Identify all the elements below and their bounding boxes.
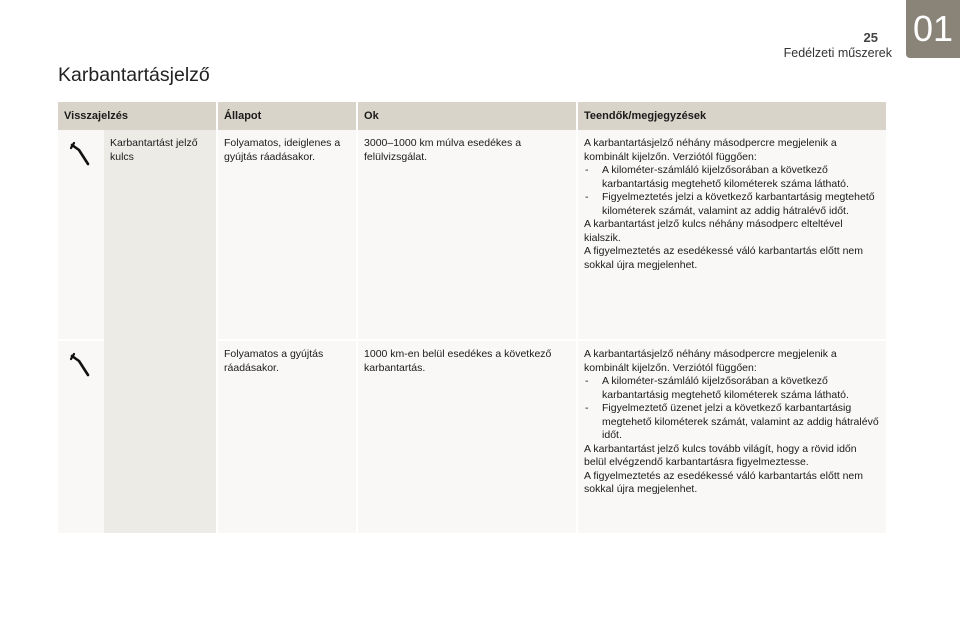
notes-cell	[576, 130, 886, 341]
notes-bullet-list	[584, 164, 880, 218]
indicator-icon-cell	[58, 130, 104, 341]
column-header-cause: Ok	[356, 102, 576, 130]
notes-outro: A figyelmeztetés az esedékessé váló karbantartás előtt nem sokkal újra megjelenhet.	[584, 469, 863, 495]
indicator-icon-cell	[58, 341, 104, 533]
cause-cell: 1000 km-en belül esedékes a következő karbantartás.	[356, 341, 576, 533]
notes-bullet-list	[584, 375, 880, 443]
list-item: - A kilométer-számláló kijelzősorában a következő karbantartásig megtehető kilométerek száma látható.	[584, 375, 880, 402]
notes-intro: A karbantartásjelző néhány másodpercre megjelenik a kombinált kijelzőn. Verziótól függően:	[584, 137, 837, 163]
indicator-name: Karbantartást jelző kulcs	[104, 130, 216, 533]
notes-cell	[576, 341, 886, 533]
column-header-state: Állapot	[216, 102, 356, 130]
maintenance-table	[58, 102, 886, 533]
notes-outro: A figyelmeztetés az esedékessé váló karbantartás előtt nem sokkal újra megjelenhet.	[584, 245, 863, 271]
table-row	[58, 130, 886, 341]
state-cell: Folyamatos, ideiglenes a gyújtás ráadásakor.	[216, 130, 356, 341]
chapter-number: 01	[912, 8, 954, 49]
notes-outro: A karbantartást jelző kulcs tovább világít, hogy a rövid időn belül elvégzendő karbantartásra figyelmeztesse.	[584, 442, 857, 468]
column-header-notes: Teendők/megjegyzések	[576, 102, 886, 130]
page-title: Karbantartásjelző	[58, 64, 210, 86]
cause-cell: 3000–1000 km múlva esedékes a felülvizsgálat.	[356, 130, 576, 341]
notes-intro: A karbantartásjelző néhány másodpercre megjelenik a kombinált kijelzőn. Verziótól függően:	[584, 348, 837, 374]
wrench-icon	[68, 140, 94, 166]
wrench-icon	[68, 351, 94, 377]
column-header-indicator: Visszajelzés	[58, 102, 216, 130]
page-number: 25	[863, 30, 878, 45]
state-cell: Folyamatos a gyújtás ráadásakor.	[216, 341, 356, 533]
list-item: - A kilométer-számláló kijelzősorában a következő karbantartásig megtehető kilométerek száma látható.	[584, 164, 880, 191]
table-header-row	[58, 102, 886, 130]
list-item: - Figyelmeztető üzenet jelzi a következő karbantartásig megtehető kilométerek számát, valamint az addig hátralévő időt.	[584, 402, 880, 443]
section-name: Fedélzeti műszerek	[783, 46, 892, 60]
chapter-tab	[906, 0, 960, 58]
notes-outro: A karbantartást jelző kulcs néhány másodperc elteltével kialszik.	[584, 218, 843, 244]
list-item: - Figyelmeztetés jelzi a következő karbantartásig megtehető kilométerek számát, valamint az addig hátralévő időt.	[584, 191, 880, 218]
